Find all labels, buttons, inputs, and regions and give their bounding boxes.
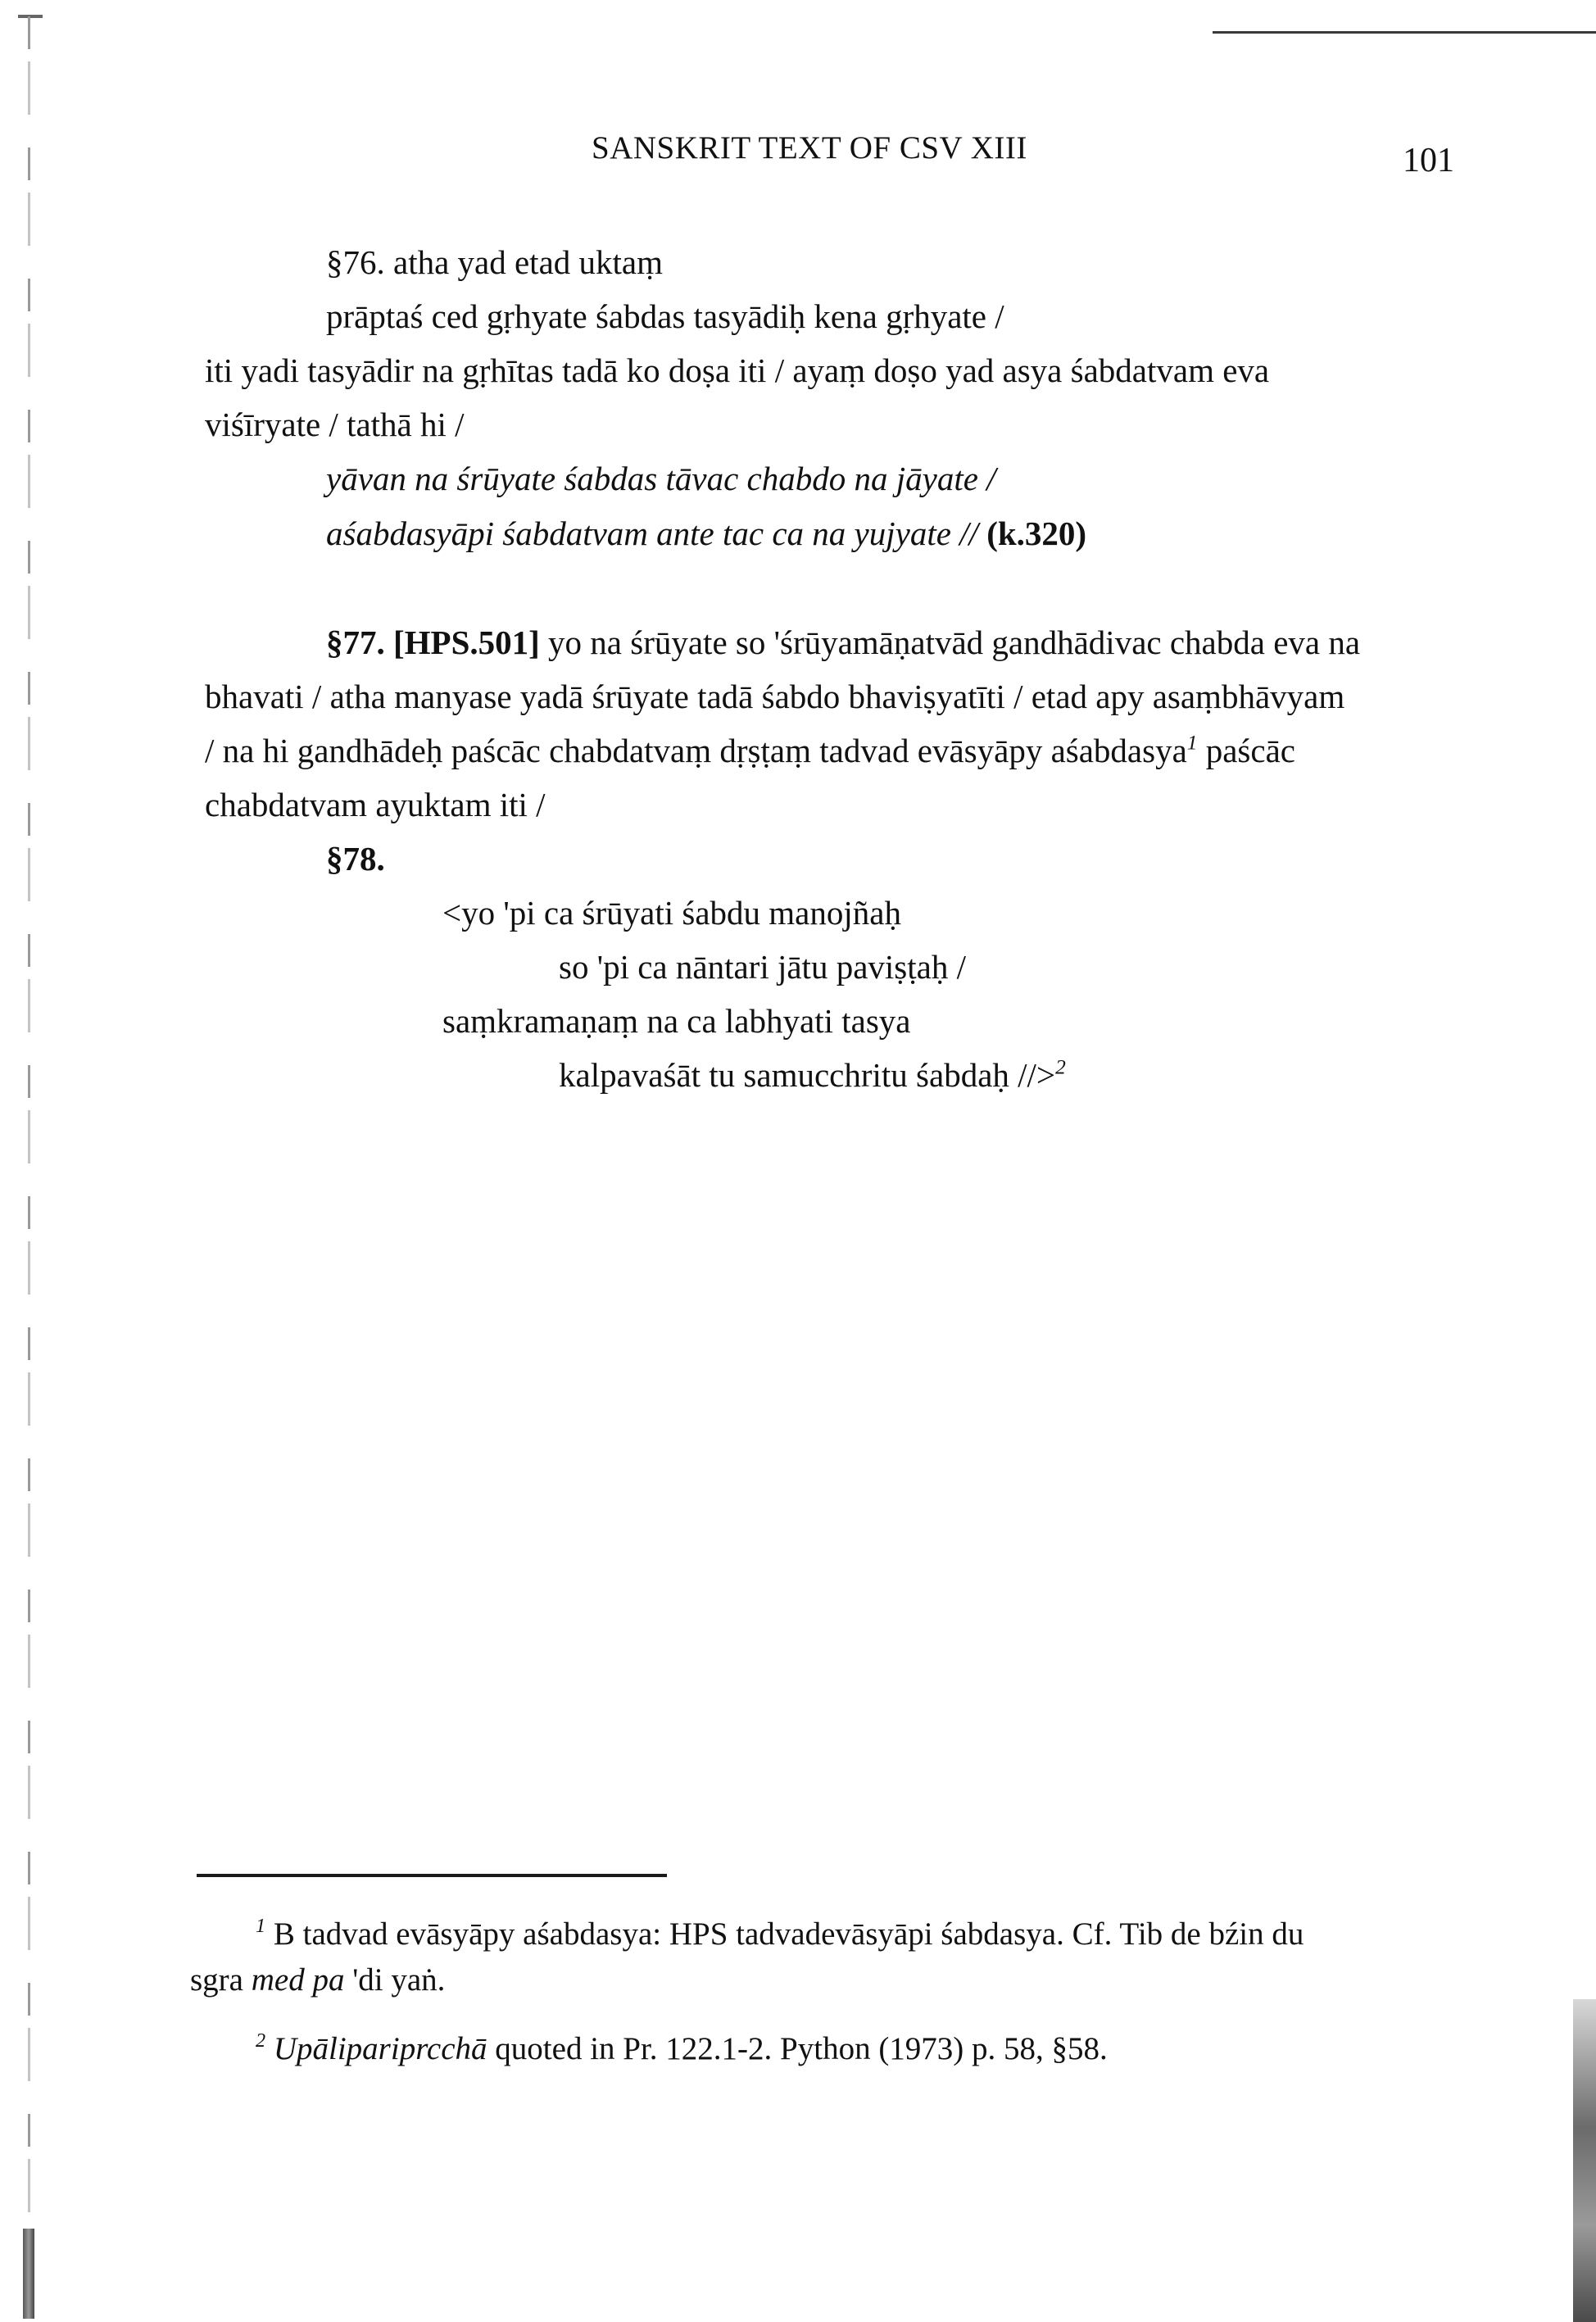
- running-title: SANSKRIT TEXT OF CSV XIII: [592, 130, 1027, 166]
- page-number: 101: [1403, 142, 1454, 179]
- section-78-heading: §78.: [326, 840, 385, 878]
- karika-reference: (k.320): [986, 515, 1087, 552]
- karika-line-2: aśabdasyāpi śabdatvam ante tac ca na yujyate // (k.320): [326, 515, 1087, 552]
- verse-78-line-1: <yo 'pi ca śrūyati śabdu manojñaḥ: [442, 894, 901, 932]
- section-77-line-3: / na hi gandhādeḥ paścāc chabdatvaṃ dṛṣṭaṃ tadvad evāsyāpy aśabdasya$^1$ paścāc: [205, 731, 1295, 769]
- footnote-1-line-2: sgra med pa 'di yaṅ.: [190, 1962, 446, 1998]
- section-76-line-3: iti yadi tasyādir na gṛhītas tadā ko doṣa iti / ayaṃ doṣo yad asya śabdatvam eva: [205, 351, 1270, 389]
- verse-78-line-3: saṃkramaṇaṃ na ca labhyati tasya: [442, 1002, 911, 1040]
- scan-left-edge: [28, 16, 30, 2294]
- footnote-2: $^2$ Upālipariprcchā quoted in Pr. 122.1-2. Python (1973) p. 58, §58.: [256, 2029, 1108, 2066]
- section-77-line-1: §77. [HPS.501] yo na śrūyate so 'śrūyamāṇatvād gandhādivac chabda eva na: [326, 624, 1361, 661]
- section-76-verse-intro: prāptaś ced gṛhyate śabdas tasyādiḥ kena gṛhyate /: [326, 297, 1004, 335]
- section-76-heading-line: §76. atha yad etad uktaṃ: [326, 243, 664, 281]
- hps-reference: [HPS.501]: [393, 624, 540, 661]
- section-77-line-4: chabdatvam ayuktam iti /: [205, 786, 546, 823]
- scan-edge-mark: [18, 15, 43, 18]
- scan-top-edge: [1213, 31, 1596, 34]
- section-76-line-4: viśīryate / tathā hi /: [205, 406, 465, 443]
- footnote-ref-1: 1: [1186, 731, 1198, 755]
- verse-78-line-4: kalpavaśāt tu samucchritu śabdaḥ //>$^2$: [559, 1055, 1066, 1094]
- section-77-line-2: bhavati / atha manyase yadā śrūyate tadā śabdo bhaviṣyatīti / etad apy asaṃbhāvyam: [205, 678, 1345, 715]
- footnote-1-line-1: $^1$ B tadvad evāsyāpy aśabdasya: HPS tadvadevāsyāpi śabdasya. Cf. Tib de bźin du: [256, 1915, 1304, 1952]
- verse-78-line-2: so 'pi ca nāntari jātu paviṣṭaḥ /: [559, 948, 966, 986]
- scan-binding-shadow: [23, 2229, 34, 2319]
- footnote-ref-2: 2: [1055, 1055, 1066, 1079]
- scan-right-shadow: [1573, 1999, 1596, 2322]
- karika-line-1: yāvan na śrūyate śabdas tāvac chabdo na jāyate /: [326, 460, 996, 497]
- footnote-rule: [197, 1874, 667, 1877]
